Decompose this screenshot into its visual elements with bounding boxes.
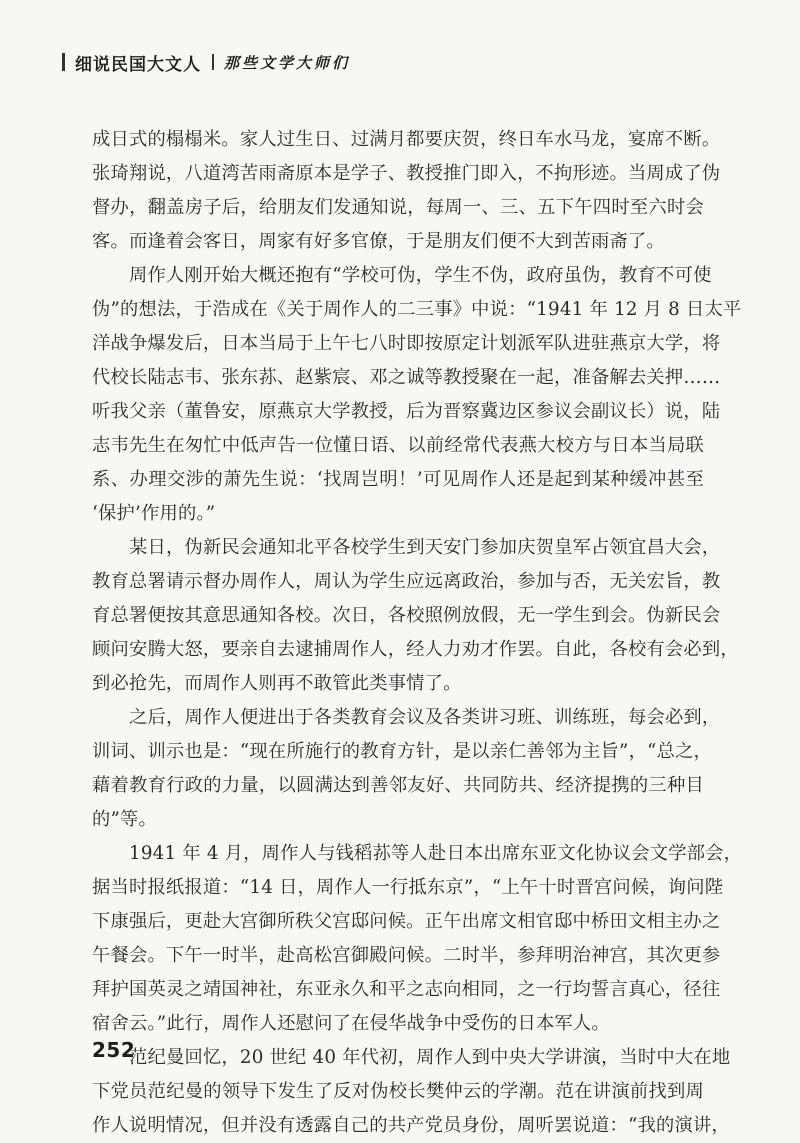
text-line: 客。而逢着会客日，周家有好多官僚，于是朋友们便不大到苦雨斋了。 [92, 231, 665, 252]
text-line: 范纪曼回忆，20 世纪 40 年代初，周作人到中央大学讲演，当时中大在地 [129, 1047, 731, 1068]
text-line: 训词、训示也是：“现在所施行的教育方针，是以亲仁善邻为主旨”，“总之， [92, 741, 713, 762]
book-title: 细说民国大文人 [75, 54, 201, 75]
text-line: 育总署便按其意思通知各校。次日，各校照例放假，无一学生到会。伪新民会 [92, 605, 721, 626]
text-line: 系、办理交涉的萧先生说：‘找周岂明！’可见周作人还是起到某种缓冲甚至 [92, 469, 704, 490]
text-line: 顾问安腾大怒，要亲自去逮捕周作人，经人力劝才作罢。自此，各校有会必到， [92, 639, 739, 660]
text-line: 的”等。 [92, 809, 157, 830]
chapter-title: 那些文学大师们 [224, 53, 351, 72]
text-line: 下党员范纪曼的领导下发生了反对伪校长樊仲云的学潮。范在讲演前找到周 [92, 1081, 704, 1102]
header-divider [212, 54, 214, 70]
header-left-bar [62, 53, 65, 71]
text-line: 藉着教育行政的力量，以圆满达到善邻友好、共同防共、经济提携的三种目 [92, 775, 704, 796]
text-line: 1941 年 4 月，周作人与钱稻荪等人赴日本出席东亚文化协议会文学部会， [129, 843, 743, 864]
text-line: 听我父亲（董鲁安，原燕京大学教授，后为晋察冀边区参议会副议长）说，陆 [92, 401, 721, 422]
text-line: 之后，周作人便进出于各类教育会议及各类讲习班、训练班，每会必到， [129, 707, 721, 728]
page-corner-shadow [662, 1077, 782, 1107]
text-line: 代校长陆志韦、张东荪、赵紫宸、邓之诚等教授聚在一起，准备解去关押…… [92, 367, 721, 388]
text-line: 周作人刚开始大概还抱有“学校可伪，学生不伪，政府虽伪，教育不可使 [129, 265, 712, 286]
text-line: 伪”的想法，于浩成在《关于周作人的二三事》中说：“1941 年 12 月 8 日太平 [92, 299, 742, 320]
text-line: 某日，伪新民会通知北平各校学生到天安门参加庆贺皇军占领宜昌大会， [129, 537, 721, 558]
page-number: 252 [92, 1038, 136, 1062]
text-line: 午餐会。下午一时半，赴高松宫御殿问候。二时半，参拜明治神宫，其次更参 [92, 945, 721, 966]
body-text [92, 123, 743, 1143]
text-line: 拜护国英灵之靖国神社，东亚永久和平之志向相同，之一行均誓言真心，径往 [92, 979, 721, 1000]
text-line: 据当时报纸报道：“14 日，周作人一行抵东京”，“上午十时晋宫问候，询问陛 [92, 877, 724, 898]
running-header [62, 50, 350, 74]
text-line: ‘保护’作用的。” [92, 503, 216, 524]
text-line: 张琦翔说，八道湾苦雨斋原本是学子、教授推门即入，不拘形迹。当周成了伪 [92, 163, 721, 184]
text-line: 教育总署请示督办周作人，周认为学生应远离政治，参加与否，无关宏旨，教 [92, 571, 721, 592]
text-line: 宿舍云。”此行，周作人还慰问了在侵华战争中受伤的日本军人。 [92, 1013, 610, 1034]
text-line: 成日式的榻榻米。家人过生日、过满月都要庆贺，终日车水马龙，宴席不断。 [92, 129, 721, 150]
text-line: 志韦先生在匆忙中低声告一位懂日语、以前经常代表燕大校方与日本当局联 [92, 435, 704, 456]
text-line: 下康强后，更赴大宫御所秩父宫邸问候。正午出席文相官邸中桥田文相主办之 [92, 911, 721, 932]
text-line: 洋战争爆发后，日本当局于上午七八时即按原定计划派军队进驻燕京大学，将 [92, 333, 721, 354]
text-line: 作人说明情况，但并没有透露自己的共产党员身份，周听罢说道：“我的演讲， [92, 1115, 730, 1136]
text-line: 到必抢先，而周作人则再不敢管此类事情了。 [92, 673, 462, 694]
text-line: 督办，翻盖房子后，给朋友们发通知说，每周一、三、五下午四时至六时会 [92, 197, 704, 218]
